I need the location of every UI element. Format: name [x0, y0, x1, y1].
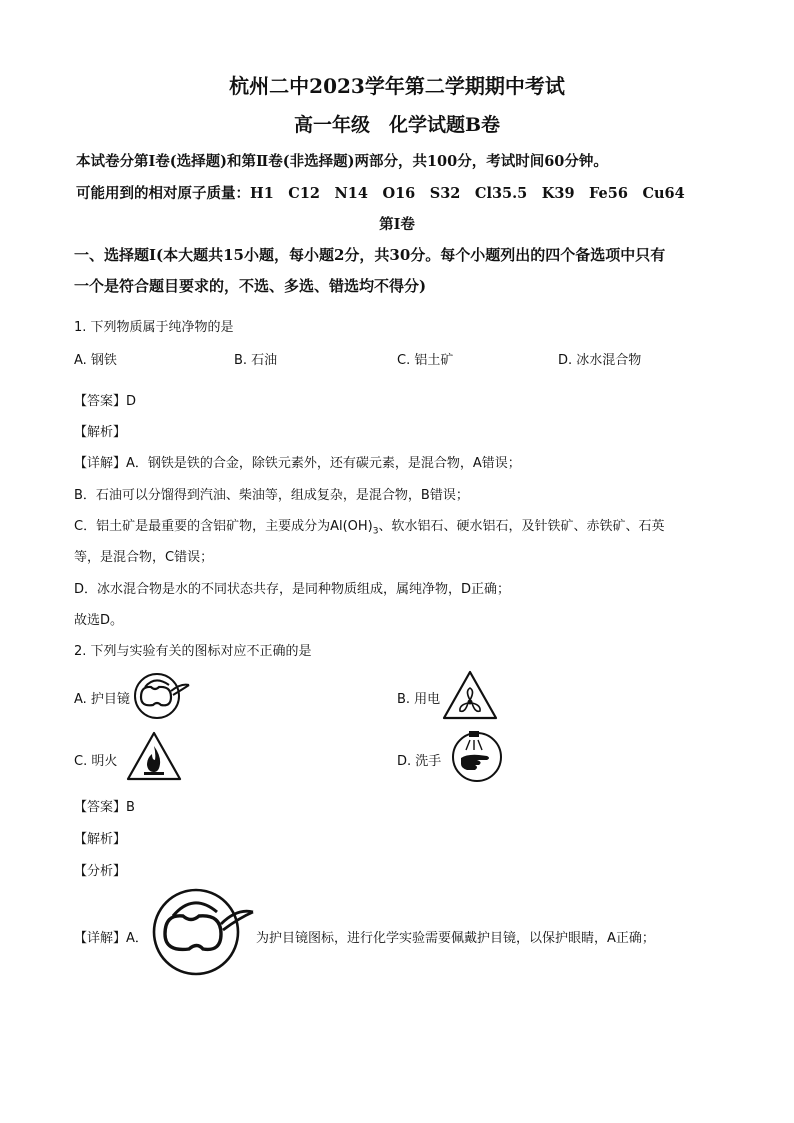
q1-stem: 1. 下列物质属于纯净物的是: [74, 320, 234, 335]
q2-stem: 2. 下列与实验有关的图标对应不正确的是: [74, 644, 312, 659]
q1-answer: [74, 390, 136, 409]
detail-tag: 【详解】: [74, 456, 127, 471]
detail-c-post: 、软水铝石、硬水铝石，及针铁矿、赤铁矿、石英: [378, 519, 665, 534]
answer-tag: 【答案】: [74, 800, 127, 815]
q2-analysis-tag: 【解析】: [74, 832, 127, 847]
q1-option-c: C. 铝土矿: [397, 353, 454, 368]
q2-detail-a: 为护目镜图标，进行化学实验需要佩戴护目镜，以保护眼睛，A正确；: [256, 931, 655, 946]
handwash-icon: [449, 728, 505, 784]
q1-detail-b: B．石油可以分馏得到汽油、柴油等，组成复杂，是混合物，B错误；: [74, 488, 469, 503]
detail-text: A．钢铁是铁的合金，除铁元素外，还有碳元素，是混合物，A错误；: [126, 456, 521, 471]
atomic-masses: 可能用到的相对原子质量：H1 C12 N14 O16 S32 Cl35.5 K39 Fe56 Cu64: [76, 185, 685, 202]
q1-option-a: A. 钢铁: [74, 353, 117, 368]
q1-detail-c1: [74, 515, 664, 537]
q1-option-d: D. 冰水混合物: [558, 353, 642, 368]
q2-option-a: A. 护目镜: [74, 692, 130, 707]
q2-answer: [74, 796, 135, 815]
exam-subtitle: 高一年级 化学试题B卷: [293, 114, 501, 136]
detail-tag: 【详解】: [74, 931, 127, 946]
goggles-icon: [133, 671, 193, 721]
q1-detail-c2: 等，是混合物，C错误；: [74, 550, 214, 565]
exam-intro: 本试卷分第Ⅰ卷(选择题)和第Ⅱ卷(非选择题)两部分，共100分，考试时间60分钟。: [76, 153, 608, 170]
detail-prefix: A．: [126, 931, 148, 946]
q1-analysis-tag: 【解析】: [74, 425, 127, 440]
q2-option-c: C. 明火: [74, 754, 118, 769]
part-label: 第Ⅰ卷: [379, 216, 415, 233]
q1-detail-a: [74, 452, 521, 471]
exam-title: 杭州二中2023学年第二学期期中考试: [229, 74, 565, 98]
detail-c-sub: 3: [372, 526, 379, 537]
answer-tag: 【答案】: [74, 394, 127, 409]
q2-option-d: D. 洗手: [397, 754, 442, 769]
answer-value: D: [126, 394, 137, 409]
section-heading-line2: 一个是符合题目要求的，不选、多选、错选均不得分): [74, 277, 427, 295]
q2-analysis2-tag: 【分析】: [74, 864, 127, 879]
section-heading-line1: 一、选择题Ⅰ(本大题共15小题，每小题2分，共30分。每个小题列出的四个备选项中只有: [74, 246, 666, 264]
answer-value: B: [126, 800, 135, 815]
q2-detail-a-label: [74, 927, 148, 946]
detail-c-pre: C．铝土矿是最重要的含铝矿物，主要成分为Al(OH): [74, 519, 373, 534]
q1-detail-d: D．冰水混合物是水的不同状态共存，是同种物质组成，属纯净物，D正确；: [74, 582, 511, 597]
goggles-icon-large: [151, 886, 257, 976]
fan-warning-icon: [441, 669, 499, 721]
q1-conclusion: 故选D。: [74, 613, 124, 628]
flame-warning-icon: [125, 730, 183, 782]
q1-option-b: B. 石油: [234, 353, 278, 368]
q2-option-b: B. 用电: [397, 692, 441, 707]
